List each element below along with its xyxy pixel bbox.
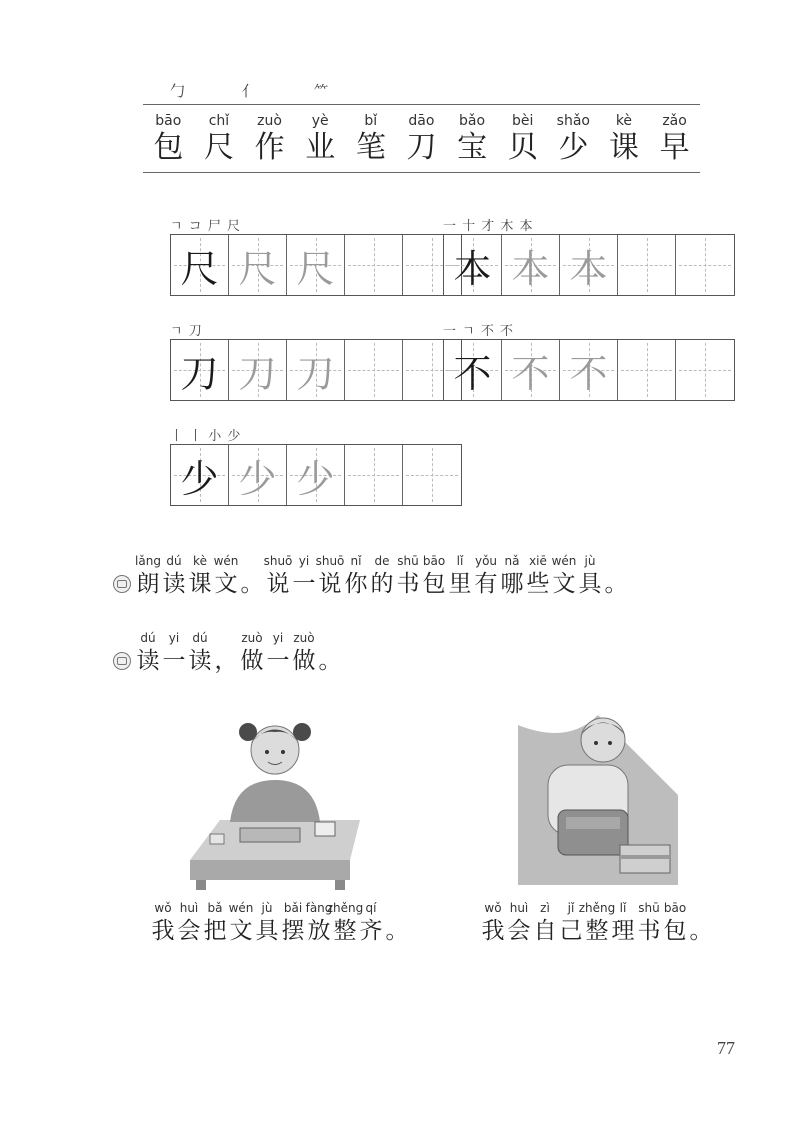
pinyin: jù	[261, 901, 273, 915]
grid-cell-char	[287, 445, 345, 505]
hanzi: 作	[254, 130, 285, 165]
annotated-char	[506, 900, 532, 946]
hanzi: 。	[385, 918, 409, 944]
practice-block	[170, 215, 462, 296]
punctuation	[688, 916, 714, 946]
annotated-char	[265, 553, 291, 599]
pinyin: yè	[311, 113, 329, 129]
annotated-char	[254, 900, 280, 946]
grid-cell-empty	[676, 235, 734, 295]
pinyin: shuō	[315, 554, 345, 568]
hanzi: 做	[240, 648, 264, 674]
hanzi: 放	[307, 918, 331, 944]
grid-cell-char	[287, 235, 345, 295]
caption-girl	[150, 900, 410, 946]
vocab-word	[349, 112, 393, 166]
punctuation	[213, 646, 239, 676]
vocab-word	[602, 112, 646, 166]
stroke-order: 丨 丨 小 少	[170, 429, 242, 444]
grid-cell-char	[444, 235, 502, 295]
hanzi: 尺	[203, 130, 234, 165]
annotated-char	[473, 553, 499, 599]
practice-char: 本	[511, 246, 550, 291]
grid-cell-char	[560, 235, 618, 295]
annotated-char	[291, 630, 317, 676]
hanzi: 的	[370, 571, 394, 597]
grid-cell-char	[287, 340, 345, 400]
vocab-word	[399, 112, 443, 166]
pinyin: zǎo	[662, 113, 687, 129]
hanzi: 自	[533, 918, 557, 944]
punctuation	[317, 646, 343, 676]
pinyin: yi	[168, 631, 180, 645]
hanzi: 整	[585, 918, 609, 944]
hanzi: 你	[344, 571, 368, 597]
pinyin: bāo	[663, 901, 687, 915]
annotated-char	[239, 630, 265, 676]
pinyin: yi	[298, 554, 310, 568]
pinyin: wǒ	[484, 901, 502, 915]
hanzi: 读	[188, 648, 212, 674]
pinyin: zuò	[293, 631, 315, 645]
annotated-char	[480, 900, 506, 946]
annotated-char	[662, 900, 688, 946]
hanzi: 早	[659, 130, 690, 165]
vocab-word	[248, 112, 292, 166]
annotated-char	[280, 900, 306, 946]
pinyin: zuò	[241, 631, 263, 645]
stroke-order: 一 十 才 木 本	[443, 219, 534, 234]
pinyin: bāo	[422, 554, 446, 568]
pinyin: nǎ	[504, 554, 520, 568]
practice-grid	[170, 234, 462, 296]
hanzi: 读	[136, 648, 160, 674]
audio-badge-icon	[113, 575, 131, 593]
pinyin: wén	[551, 554, 577, 568]
pinyin: shū	[638, 901, 660, 915]
hanzi: 一	[162, 648, 186, 674]
hanzi: 些	[526, 571, 550, 597]
pinyin: jǐ	[567, 901, 575, 915]
punctuation	[603, 569, 629, 599]
hanzi: 。	[240, 571, 264, 597]
hanzi: 里	[448, 571, 472, 597]
pinyin: shuō	[263, 554, 293, 568]
annotated-char	[135, 553, 161, 599]
hanzi: 会	[507, 918, 531, 944]
practice-char: 刀	[296, 351, 335, 396]
instruction-read-do	[113, 630, 343, 676]
caption-boy	[480, 900, 714, 946]
vocab-word	[653, 112, 697, 166]
annotated-char	[343, 553, 369, 599]
practice-block	[170, 320, 462, 401]
pinyin: xiē	[529, 554, 547, 568]
hanzi: 具	[255, 918, 279, 944]
instruction-read-aloud	[113, 553, 629, 599]
grid-cell-empty	[403, 445, 461, 505]
annotated-char	[202, 900, 228, 946]
annotated-char	[610, 900, 636, 946]
hanzi: 笔	[355, 130, 386, 165]
annotated-char	[525, 553, 551, 599]
pinyin: huì	[179, 901, 199, 915]
hanzi: 书	[396, 571, 420, 597]
practice-char: 少	[296, 456, 335, 501]
grid-cell-char	[171, 445, 229, 505]
vocab-word	[450, 112, 494, 166]
grid-cell-char	[171, 235, 229, 295]
vocab-word	[298, 112, 342, 166]
practice-grid	[443, 339, 735, 401]
hanzi: 书	[637, 918, 661, 944]
grid-cell-char	[229, 445, 287, 505]
hanzi: 。	[604, 571, 628, 597]
vocab-word	[551, 112, 595, 166]
grid-cell-empty	[618, 340, 676, 400]
annotated-char	[395, 553, 421, 599]
girl-arranging-stationery-illustration	[190, 710, 360, 890]
hanzi: 哪	[500, 571, 524, 597]
annotated-char	[578, 900, 616, 946]
practice-block	[443, 215, 735, 296]
hanzi: 。	[318, 648, 342, 674]
practice-char: 不	[569, 351, 608, 396]
annotated-char	[213, 553, 239, 599]
annotated-char	[187, 553, 213, 599]
radical: 勹	[170, 82, 186, 100]
annotated-char	[577, 553, 603, 599]
grid-cell-char	[171, 340, 229, 400]
hanzi: 说	[318, 571, 342, 597]
practice-grid	[170, 444, 462, 506]
annotated-char	[265, 630, 291, 676]
hanzi: 文	[552, 571, 576, 597]
annotated-char	[551, 553, 577, 599]
practice-char: 本	[453, 246, 492, 291]
hanzi: 整	[333, 918, 357, 944]
annotated-char	[532, 900, 558, 946]
hanzi: 少	[558, 130, 589, 165]
pinyin: bèi	[511, 113, 534, 129]
hanzi: 贝	[507, 130, 538, 165]
pinyin: huì	[509, 901, 529, 915]
annotated-char	[499, 553, 525, 599]
pinyin: shū	[397, 554, 419, 568]
pinyin: zì	[540, 901, 550, 915]
practice-char: 少	[238, 456, 277, 501]
stroke-order: ㄱ コ 尸 尺	[170, 219, 241, 234]
hanzi: 有	[474, 571, 498, 597]
vocab-word	[501, 112, 545, 166]
hanzi: 理	[611, 918, 635, 944]
pinyin: kè	[615, 113, 633, 129]
grid-cell-char	[502, 235, 560, 295]
hanzi: 说	[266, 571, 290, 597]
hanzi: 课	[608, 130, 639, 165]
practice-char: 尺	[238, 246, 277, 291]
top-rule	[143, 104, 700, 105]
annotated-char	[150, 900, 176, 946]
pinyin: yi	[272, 631, 284, 645]
practice-block	[443, 320, 735, 401]
pinyin: shǎo	[556, 113, 590, 129]
hanzi: 朗	[136, 571, 160, 597]
hanzi: 齐	[359, 918, 383, 944]
pinyin: lǐ	[619, 901, 627, 915]
annotated-char	[161, 553, 187, 599]
grid-cell-empty	[345, 445, 403, 505]
hanzi: ，	[214, 648, 238, 674]
pinyin: chǐ	[208, 113, 230, 129]
pinyin: dú	[166, 554, 182, 568]
radical-row	[170, 80, 381, 101]
hanzi: 我	[481, 918, 505, 944]
pinyin: de	[374, 554, 390, 568]
annotated-char	[358, 900, 384, 946]
pinyin: zhěng	[578, 901, 616, 915]
pinyin: bǎo	[459, 113, 486, 129]
annotated-char	[161, 630, 187, 676]
grid-cell-char	[560, 340, 618, 400]
hanzi: 己	[559, 918, 583, 944]
hanzi: 我	[151, 918, 175, 944]
page-number: 77	[717, 1038, 735, 1058]
pinyin: bǎ	[207, 901, 223, 915]
hanzi: 刀	[406, 130, 437, 165]
practice-char: 刀	[180, 351, 219, 396]
grid-cell-char	[502, 340, 560, 400]
pinyin: bǐ	[364, 113, 378, 129]
practice-char: 不	[453, 351, 492, 396]
practice-block	[170, 425, 462, 506]
hanzi: 做	[292, 648, 316, 674]
annotated-char	[176, 900, 202, 946]
hanzi: 具	[578, 571, 602, 597]
annotated-char	[317, 553, 343, 599]
pinyin: dāo	[408, 113, 435, 129]
grid-cell-char	[229, 340, 287, 400]
practice-char: 本	[569, 246, 608, 291]
pinyin: yǒu	[474, 554, 498, 568]
punctuation	[239, 569, 265, 599]
practice-grid	[170, 339, 462, 401]
hanzi: 一	[266, 648, 290, 674]
practice-char: 少	[180, 456, 219, 501]
audio-badge-icon	[113, 652, 131, 670]
pinyin: dú	[192, 631, 208, 645]
hanzi: 摆	[281, 918, 305, 944]
grid-cell-char	[229, 235, 287, 295]
grid-cell-empty	[618, 235, 676, 295]
annotated-char	[135, 630, 161, 676]
hanzi: 一	[292, 571, 316, 597]
grid-cell-empty	[345, 235, 403, 295]
pinyin: wén	[213, 554, 239, 568]
pinyin: lǎng	[135, 554, 161, 568]
bottom-rule	[143, 172, 700, 173]
annotated-char	[636, 900, 662, 946]
annotated-char	[326, 900, 364, 946]
annotated-char	[369, 553, 395, 599]
pinyin: bǎi	[283, 901, 303, 915]
pinyin: jù	[584, 554, 596, 568]
pinyin: zuò	[257, 113, 282, 129]
pinyin: zhěng	[326, 901, 364, 915]
pinyin: kè	[193, 554, 207, 568]
hanzi: 会	[177, 918, 201, 944]
practice-char: 尺	[180, 246, 219, 291]
stroke-order: ㄱ 刀	[170, 324, 203, 339]
pinyin: bāo	[155, 113, 182, 129]
hanzi: 文	[214, 571, 238, 597]
vocab-word	[146, 112, 190, 166]
vocab-word	[197, 112, 241, 166]
pinyin: wén	[228, 901, 254, 915]
pinyin: fàng	[305, 901, 333, 915]
punctuation	[384, 916, 410, 946]
practice-char: 刀	[238, 351, 277, 396]
practice-grid	[443, 234, 735, 296]
pinyin: nǐ	[350, 554, 362, 568]
annotated-char	[421, 553, 447, 599]
hanzi: 。	[689, 918, 713, 944]
practice-char: 不	[511, 351, 550, 396]
boy-packing-schoolbag-illustration	[508, 705, 678, 885]
annotated-char	[228, 900, 254, 946]
pinyin: lǐ	[456, 554, 464, 568]
hanzi: 包	[422, 571, 446, 597]
hanzi: 文	[229, 918, 253, 944]
stroke-order: 一 ㄱ 不 不	[443, 324, 514, 339]
hanzi: 课	[188, 571, 212, 597]
hanzi: 读	[162, 571, 186, 597]
annotated-char	[187, 630, 213, 676]
radical: ⺮	[313, 82, 329, 100]
grid-cell-empty	[676, 340, 734, 400]
hanzi: 把	[203, 918, 227, 944]
hanzi: 宝	[457, 130, 488, 165]
pinyin: dú	[140, 631, 156, 645]
practice-char: 尺	[296, 246, 335, 291]
hanzi: 包	[663, 918, 687, 944]
annotated-char	[291, 553, 317, 599]
grid-cell-char	[444, 340, 502, 400]
hanzi: 业	[305, 130, 336, 165]
pinyin: wǒ	[154, 901, 172, 915]
radical: 亻	[241, 82, 257, 100]
hanzi: 包	[153, 130, 184, 165]
annotated-char	[447, 553, 473, 599]
vocabulary-row	[143, 112, 700, 166]
pinyin: qí	[365, 901, 377, 915]
grid-cell-empty	[345, 340, 403, 400]
